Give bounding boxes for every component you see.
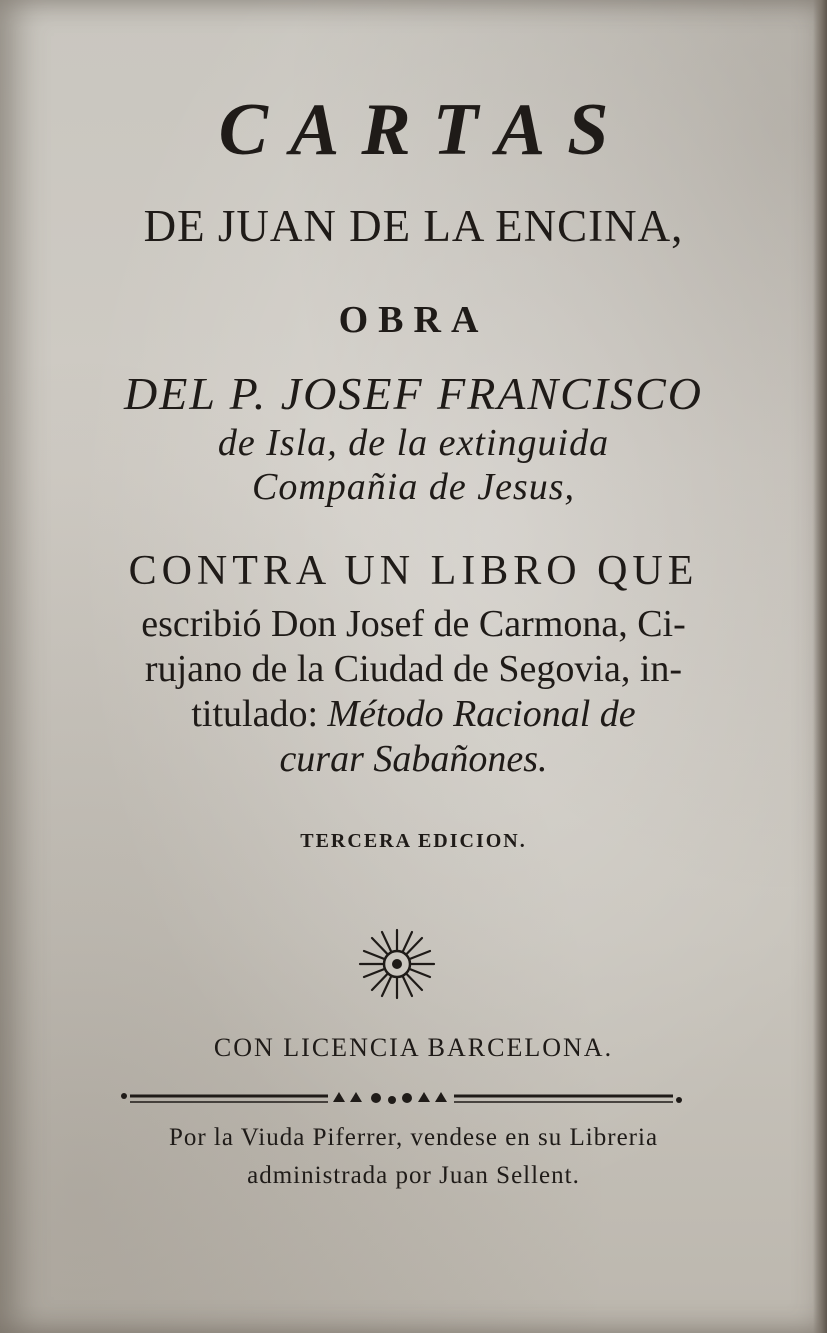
author-line-2: de Isla, de la extinguida xyxy=(217,422,610,464)
sunburst-ornament-icon xyxy=(352,924,442,1004)
book-title: CARTAS xyxy=(218,89,631,171)
decorative-rule xyxy=(118,1088,684,1114)
license-line: CON LICENCIA BARCELONA. xyxy=(213,1033,614,1062)
description-line-3: rujano de la Ciudad de Segovia, in- xyxy=(144,648,683,690)
book-subtitle: DE JUAN DE LA ENCINA, xyxy=(143,201,684,251)
imprint-line-1: Por la Viuda Piferrer, vendese en su Libreria xyxy=(168,1124,659,1151)
description-line-2: escribió Don Josef de Carmona, Ci- xyxy=(141,603,686,645)
imprint-line-2: administrada por Juan Sellent. xyxy=(247,1162,580,1189)
edition-label: TERCERA EDICION. xyxy=(300,830,527,852)
description-line-4 xyxy=(0,692,827,736)
description-line-4-plain: titulado: xyxy=(191,693,318,735)
work-label: OBRA xyxy=(338,299,489,341)
author-line-1: DEL P. JOSEF FRANCISCO xyxy=(124,368,703,419)
author-line-3: Compañia de Jesus, xyxy=(251,466,576,508)
description-line-4-italic: Método Racional de xyxy=(327,693,636,735)
description-line-1: CONTRA UN LIBRO QUE xyxy=(128,548,699,594)
description-line-5: curar Sabañones. xyxy=(279,738,548,780)
